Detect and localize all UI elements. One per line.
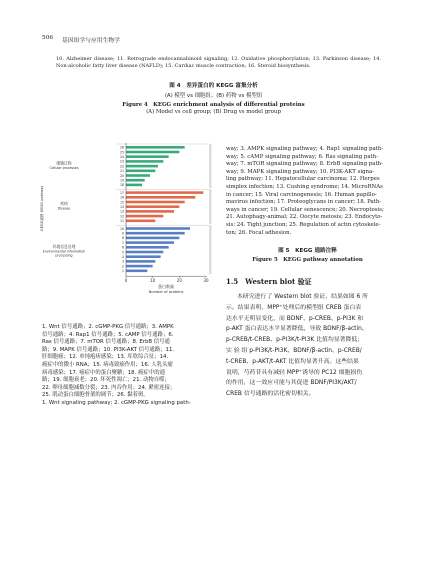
text-line: 路；19. 细胞衰老；20. 坏死性凋亡；21. 动物自噬；	[42, 377, 170, 384]
journal-name: 基因组学与应用生物学	[62, 38, 120, 44]
text-line: ways in cancer; 19. Cellular senescence; 20. Necroptosis;	[226, 206, 384, 213]
y-axis-label: KEGG通路 KEGG pathway	[40, 185, 44, 231]
text-line: way; 5. cAMP signaling pathway; 6. Ras signaling path-	[226, 153, 379, 160]
category-label: 20	[119, 173, 124, 178]
text-line: 路；9. MAPK 信号通路；10. PI3K-AKT 信号通路；11.	[42, 346, 175, 353]
chart-bar	[126, 165, 158, 168]
category-label: 2	[121, 264, 124, 269]
category-label: 7	[121, 240, 124, 245]
text-line: way; 7. mTOR signaling pathway; 8. ErbB signaling path-	[226, 161, 383, 168]
category-label: 23	[119, 159, 124, 164]
text-line: ling pathway; 11. Hepatocellular carcinoma; 12. Herpes	[226, 176, 380, 183]
group-label-cn: 细胞过程	[56, 160, 72, 166]
x-tick-label: 0	[124, 278, 128, 284]
text-line: 1. Wnt 信号通路；2. cGMP-PKG 信号通路；3. AMPK	[42, 324, 174, 330]
left-legend	[42, 324, 220, 408]
chart-bar	[126, 184, 142, 187]
category-label: 10	[119, 226, 124, 231]
text-line: 1. Wnt signaling pathway; 2. cGMP-PKG signaling path-	[42, 399, 191, 406]
chart-bar	[126, 210, 174, 213]
group-label-en: Disease	[57, 206, 71, 211]
text-line: p-CREB/t-CREB、p-PI3K/t-PI3K 比值均显著降低；	[226, 337, 364, 344]
x-axis-label: 蛋白数量	[158, 284, 174, 290]
text-line: 信号通路；4. Rap1 信号通路；5. cAMP 信号通路；6.	[42, 331, 174, 338]
text-line: 21. Autophagy-animal; 22. Oocyte meiosis; 23. Endocyto-	[226, 214, 383, 221]
category-label: 1	[121, 269, 124, 274]
category-label: 6	[121, 245, 124, 250]
chart-bar	[126, 179, 145, 182]
section-body	[226, 292, 390, 400]
category-label: 25	[119, 150, 124, 155]
chart-bar	[126, 191, 203, 194]
chart-bar	[126, 196, 195, 199]
text-line: in cancer; 15. Viral carcinogenesis; 16. Human papillo-	[226, 191, 377, 198]
group-side-strip	[209, 189, 212, 224]
section-heading: 1.5 Western blot 验证	[226, 277, 312, 286]
text-line: 的作用，这一效应可能与其促进 BDNF/PI3K/AKT/	[226, 380, 357, 387]
figure4-title-en: Figure 4 KEGG enrichment analysis of differential proteins	[122, 102, 305, 108]
text-line: 22. 卵母细胞减数分裂；23. 内吞作用；24. 紧密连接；	[42, 384, 176, 391]
group-side-strip	[209, 225, 212, 274]
chart-bar	[126, 220, 155, 223]
text-line: 本研究进行了 Western blot 验证，结果如图 6 所	[237, 294, 369, 300]
text-line: way; 3. AMPK signaling pathway; 4. Rap1 signaling path-	[226, 146, 384, 152]
chart-bar	[126, 155, 169, 158]
category-label: 26	[119, 145, 124, 150]
chart-bar	[126, 160, 163, 163]
category-label: 15	[119, 200, 124, 205]
text-line: way; 9. MAPK signaling pathway; 10. PI3K-AKT signa-	[226, 168, 375, 175]
text-line: 25. 肌动蛋白细胞骨架的调节；26. 黏着斑。	[42, 392, 149, 399]
chart-bar	[126, 227, 190, 230]
chart-bar	[126, 151, 179, 154]
group-label-cn: 疾病	[60, 201, 68, 207]
group-side-strip	[209, 144, 212, 188]
chart-bar	[126, 237, 179, 240]
x-tick-label: 30	[203, 278, 209, 284]
chart-bar	[126, 246, 169, 249]
chart-bar	[126, 270, 147, 273]
figure5-title-en: Figure 5 KEGG pathway annotation	[252, 257, 363, 263]
category-label: 4	[121, 255, 124, 259]
text-line: simplex infection; 13. Cushing syndrome; 14. MicroRNAs	[226, 183, 383, 190]
category-label: 11	[119, 219, 124, 224]
category-label: 19	[119, 178, 124, 183]
text-line: CREB 信号通路的活化密切相关。	[226, 391, 315, 398]
text-line: 说明，芍药苷具有减轻 MPP⁺诱导的 PC12 细胞损伤	[226, 369, 363, 376]
x-tick-label: 10	[150, 278, 156, 284]
group-label-en: processing	[55, 253, 73, 258]
category-label: 5	[121, 250, 124, 255]
chart-bar	[126, 255, 161, 258]
text-line: 癌症中的微小 RNA；15. 病毒致癌作用；16. 人乳头瘤	[42, 361, 173, 368]
group-label-en: Environmental information	[42, 249, 86, 254]
category-label: 22	[119, 164, 124, 169]
text-line: Ras 信号通路；7. mTOR 信号通路；8. ErbB 信号通	[42, 339, 170, 346]
category-label: 18	[119, 183, 124, 188]
chart-bar	[126, 215, 163, 218]
category-label: 17	[119, 190, 124, 195]
text-line: mavirus infection; 17. Proteoglycans in cancer; 18. Path-	[226, 199, 382, 206]
x-axis-label-en: Number of proteins	[148, 290, 184, 295]
category-label: 13	[119, 209, 124, 214]
text-line: ton; 26. Focal adhesion.	[226, 229, 292, 236]
category-label: 21	[119, 169, 124, 174]
category-label: 9	[121, 231, 124, 236]
category-label: 14	[119, 205, 124, 209]
category-label: 3	[121, 259, 124, 264]
text-line: 实 验 组 p-PI3K/t-PI3K、BDNF/β-actin、p-CREB/	[226, 347, 362, 354]
chart-bar	[126, 170, 155, 173]
chart-bar	[126, 146, 185, 149]
text-line: 示。结果表明，MPP⁺处理后的模型组 CREB 蛋白表	[226, 304, 362, 311]
group-label-en: Cellular processes	[49, 166, 79, 171]
chart-bar	[126, 205, 179, 208]
figure5-title-cn: 图 5 KEGG 通路注释	[278, 248, 337, 254]
continuation-text: 10. Alzheimer disease; 11. Retrograde endocannabinoid signaling; 12. Oxidative phosphorylation; 13. Parkinson disease; 14. Non-alcoholic fatty liver disease (NAFLD); 15. Cardiac muscle contraction; 16. Steroid biosynthesis.	[56, 56, 381, 70]
category-label: 8	[121, 236, 124, 241]
chart-bar	[126, 260, 155, 263]
page-number: 506	[42, 35, 54, 41]
figure4-title-cn: 图 4 差异蛋白的 KEGG 富集分析	[169, 83, 258, 89]
kegg-bar-chart	[38, 140, 218, 318]
chart-bar	[126, 232, 185, 235]
group-label-cn: 环境信息处理	[52, 244, 76, 250]
chart-bar	[126, 241, 174, 244]
category-label: 16	[119, 195, 124, 200]
right-legend	[226, 146, 389, 237]
category-label: 12	[119, 214, 124, 219]
chart-bar	[126, 251, 163, 254]
text-line: p-AKT 蛋白表达水平显著降低，导致 BDNF/β-actin、	[226, 326, 368, 333]
chart-bar	[126, 201, 185, 204]
category-label: 24	[119, 155, 124, 159]
text-line: 达水平无明显变化，而 BDNF、p-CREB、p-PI3K 和	[226, 315, 364, 322]
figure4-subtitle-en: (A) Model vs cell group; (B) Drug vs model group	[146, 109, 281, 115]
text-line: 病毒感染；17. 癌症中的蛋白聚糖；18. 癌症中的通	[42, 369, 165, 376]
x-tick-label: 20	[176, 278, 182, 284]
figure4-subtitle-cn: (A) 模型 vs 细胞组；(B) 药物 vs 模型组	[164, 93, 263, 99]
text-line: 肝细胞癌；12. 单纯疱疹感染；13. 库欣综合征；14.	[42, 354, 169, 361]
chart-bar	[126, 174, 150, 177]
chart-bar	[126, 265, 153, 268]
text-line: sis; 24. Tight junction; 25. Regulation of actin cytoskele-	[226, 221, 381, 228]
text-line: t-CREB、p-AKT/t-AKT 比值均显著升高。这些结果	[226, 358, 359, 365]
